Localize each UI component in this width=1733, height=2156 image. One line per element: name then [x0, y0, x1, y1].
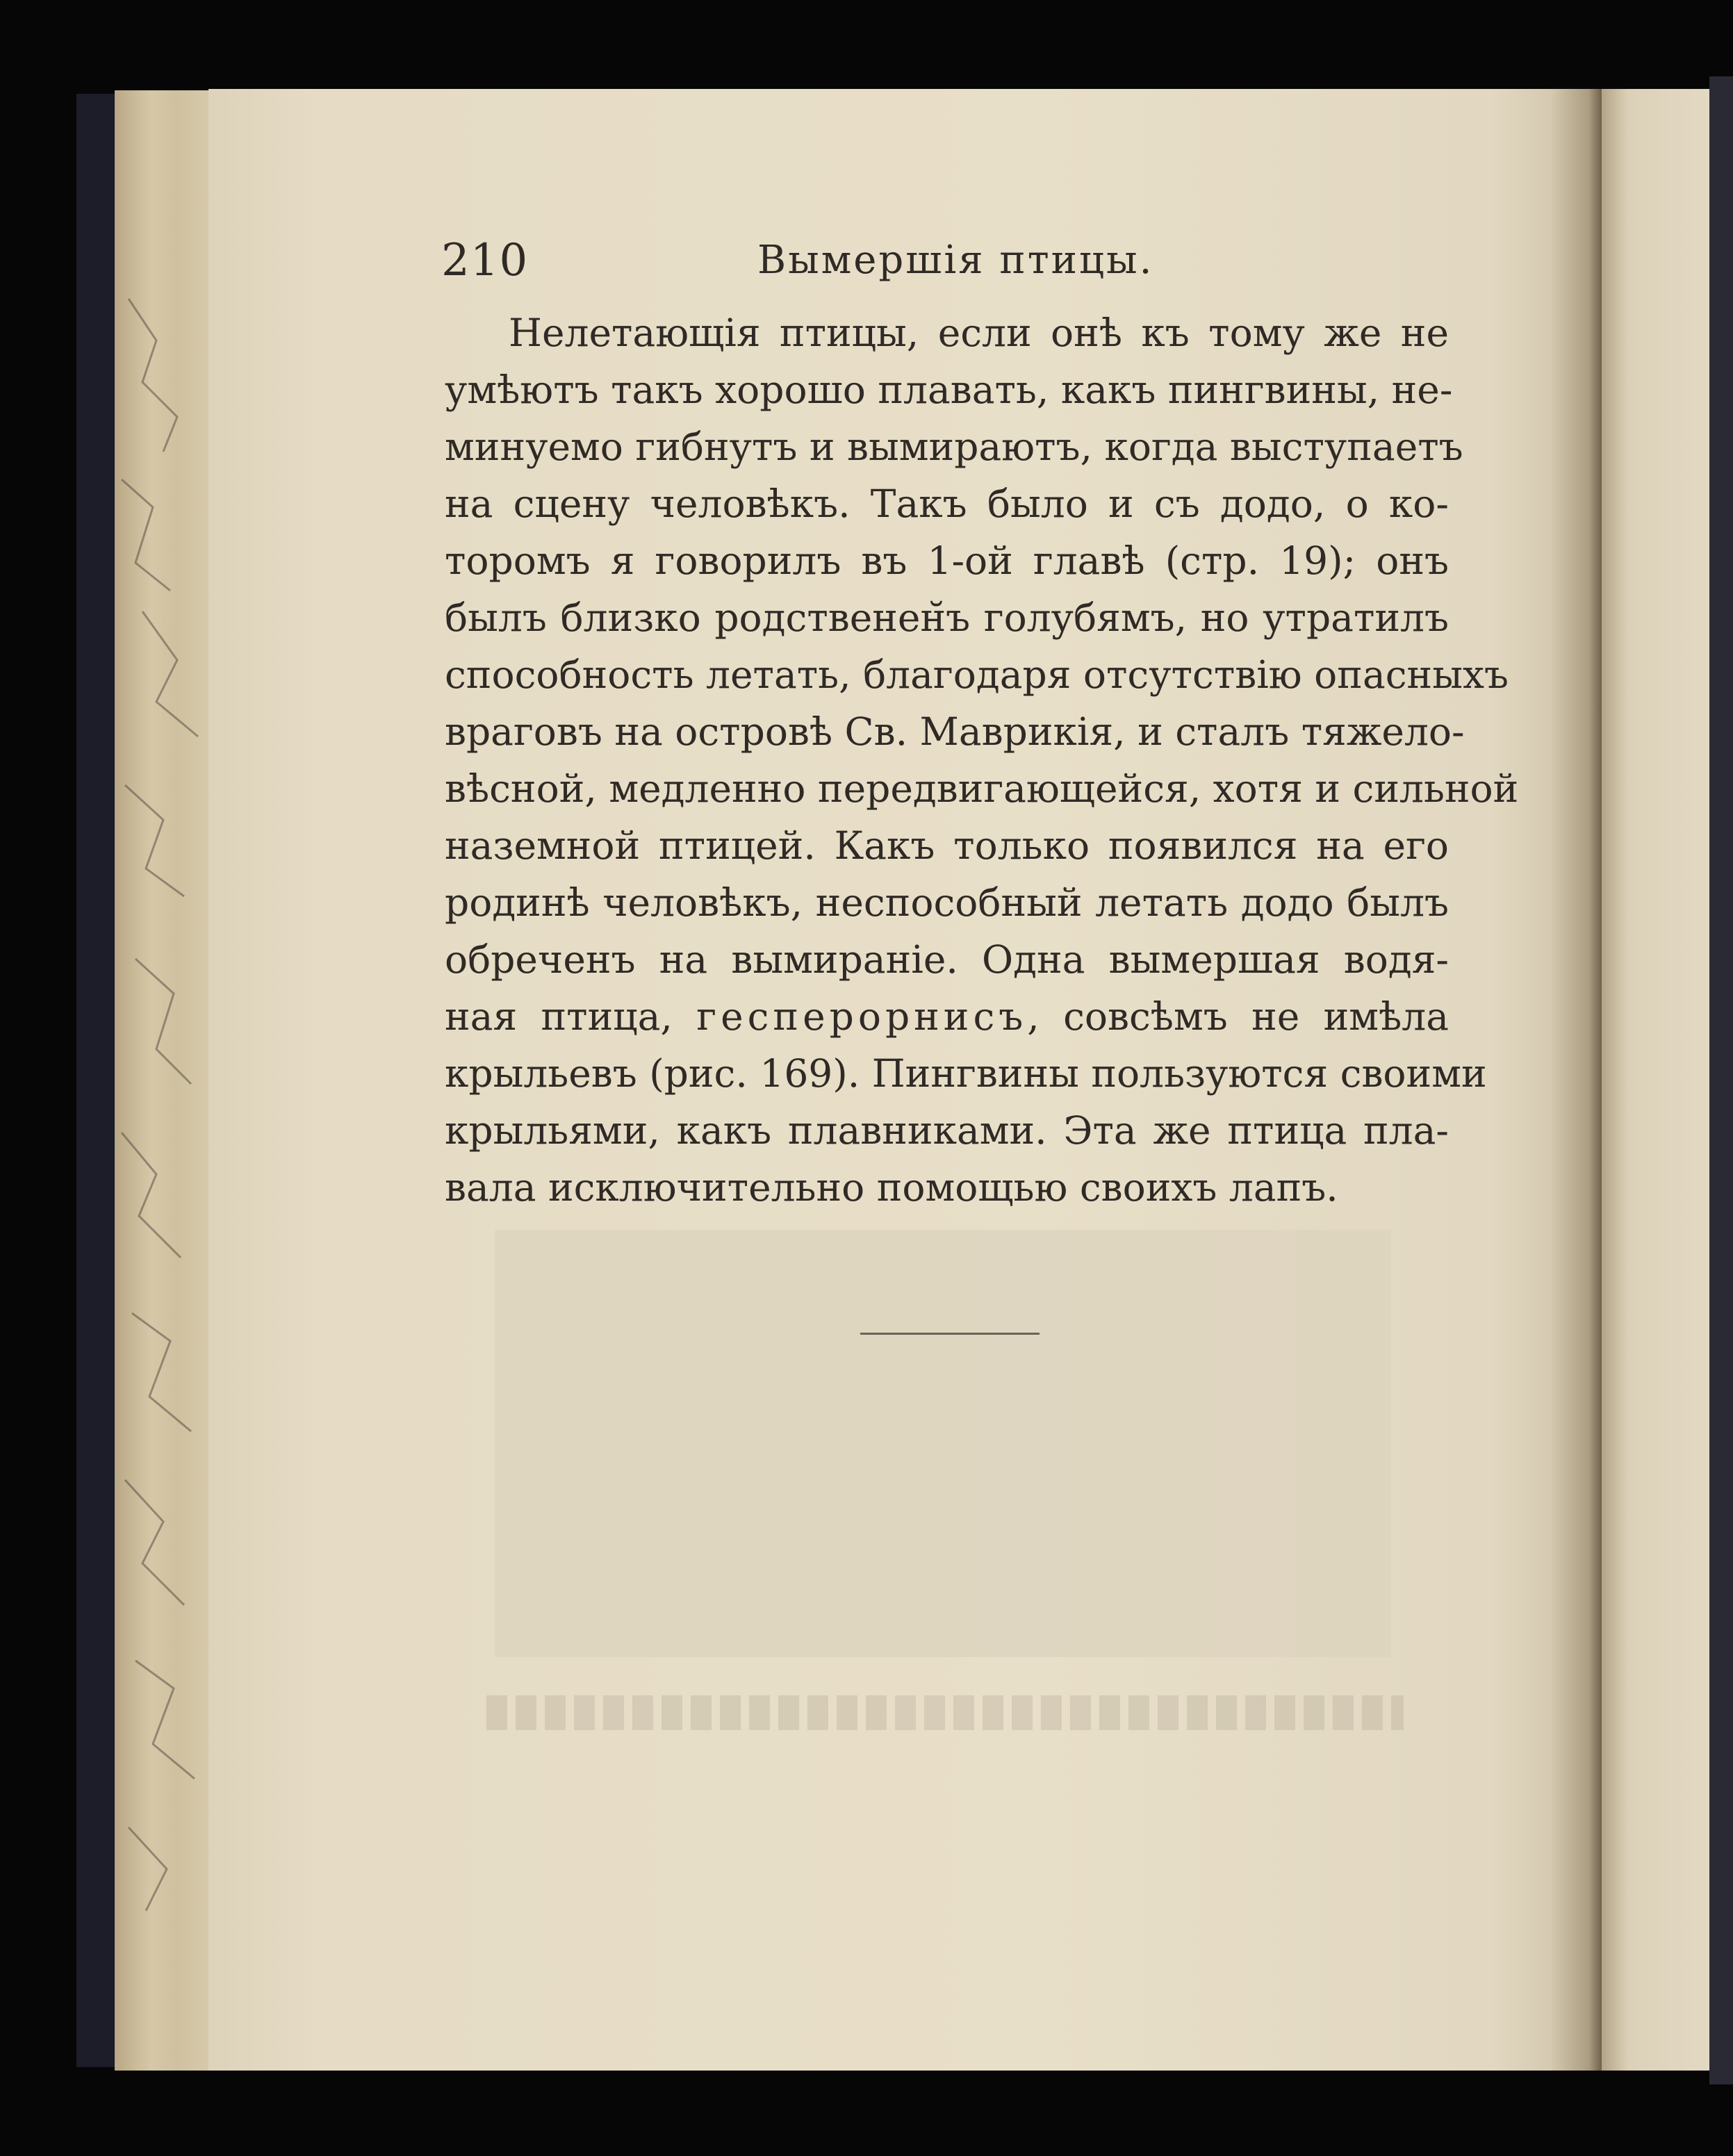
text-line: наземной птицей. Какъ только появился на его: [445, 823, 1449, 868]
body-paragraph: [445, 304, 1519, 1216]
text-line: вѣсной, медленно передвигающейся, хотя и сильной: [445, 766, 1519, 811]
page-edges: [115, 90, 219, 2071]
text-line: былъ близко родственен̆ъ голубямъ, но утратилъ: [445, 595, 1449, 640]
marbled-edge-pattern: [115, 90, 219, 2071]
text-line: на сцену человѣкъ. Такъ было и съ додо, о ко-: [445, 482, 1449, 526]
text-line: крыльями, какъ плавниками. Эта же птица пла-: [445, 1108, 1449, 1153]
book-cover-right: [1709, 76, 1733, 2084]
text-line: обреченъ на вымираніе. Одна вымершая водя-: [445, 937, 1449, 982]
text-line-mixed: [445, 988, 1449, 1045]
running-title: Вымершія птицы.: [757, 238, 1154, 283]
section-divider-rule: [860, 1333, 1040, 1335]
page-gutter-shadow: [1550, 89, 1605, 2071]
text-line: крыльевъ (рис. 169). Пингвины пользуются своими: [445, 1051, 1487, 1096]
bleed-through-figure: [495, 1230, 1391, 1657]
text-line: Нелетающія птицы, если онѣ къ тому же не: [509, 311, 1449, 355]
text-line: враговъ на островѣ Св. Маврикія, и сталъ тяжело-: [445, 709, 1465, 754]
text-line: торомъ я говорилъ въ 1-ой главѣ (стр. 19); онъ: [445, 538, 1449, 583]
text-fragment: , совсѣмъ не имѣла: [1027, 994, 1449, 1039]
page-number: 210: [441, 235, 529, 286]
facing-page-edge: [1602, 89, 1709, 2071]
bleed-through-caption: [486, 1695, 1404, 1730]
text-line: минуемо гибнутъ и вымираютъ, когда выступаетъ: [445, 425, 1463, 469]
species-name-spaced: гесперорнисъ: [696, 994, 1028, 1039]
text-fragment: ная птица,: [445, 994, 673, 1039]
text-line: способность летать, благодаря отсутствію опасныхъ: [445, 652, 1509, 697]
text-line: вала исключительно помощью своихъ лапъ.: [445, 1165, 1338, 1210]
book-cover-left: [76, 94, 118, 2067]
text-line: родинѣ человѣкъ, неспособный летать додо былъ: [445, 880, 1449, 925]
text-line: умѣютъ такъ хорошо плавать, какъ пингвины, не-: [445, 368, 1453, 412]
